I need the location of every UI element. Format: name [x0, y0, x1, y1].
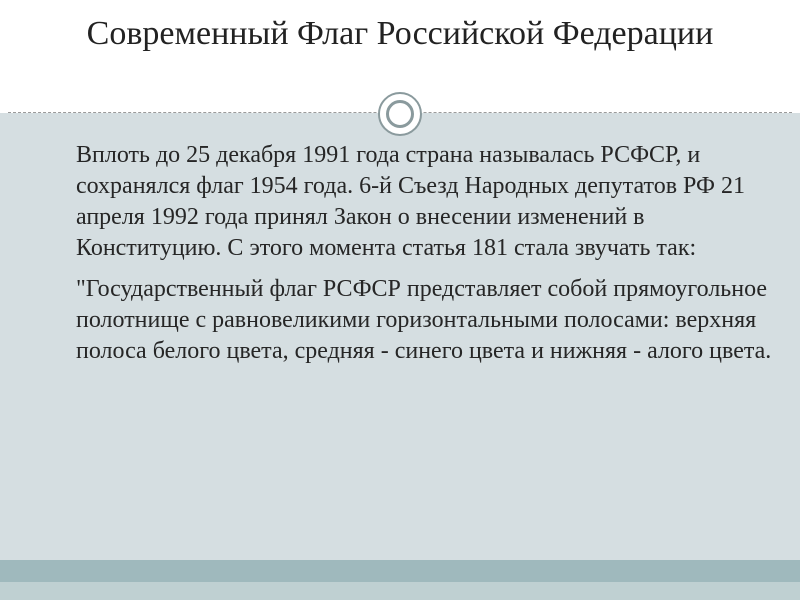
footer-strip: [0, 582, 800, 600]
slide-title: Современный Флаг Российской Федерации: [86, 15, 714, 52]
slide-body: [76, 140, 776, 377]
circle-ornament-icon: [378, 92, 422, 136]
body-paragraph-2: "Государственный флаг РСФСР представляет собой прямоугольное полотнище с равновеликими горизонтальными полосами: верхняя полоса белого цвета, средняя - синего цвета и нижняя - алого цвета.: [76, 276, 772, 364]
body-paragraph-1: Вплоть до 25 декабря 1991 года страна называлась РСФСР, и сохранялся флаг 1954 года. 6-й Съезд Народных депутатов РФ 21 апреля 1992 года принял Закон о внесении изменений в Конституцию. С этого момента статья 181 стала звучать так:: [76, 142, 745, 261]
